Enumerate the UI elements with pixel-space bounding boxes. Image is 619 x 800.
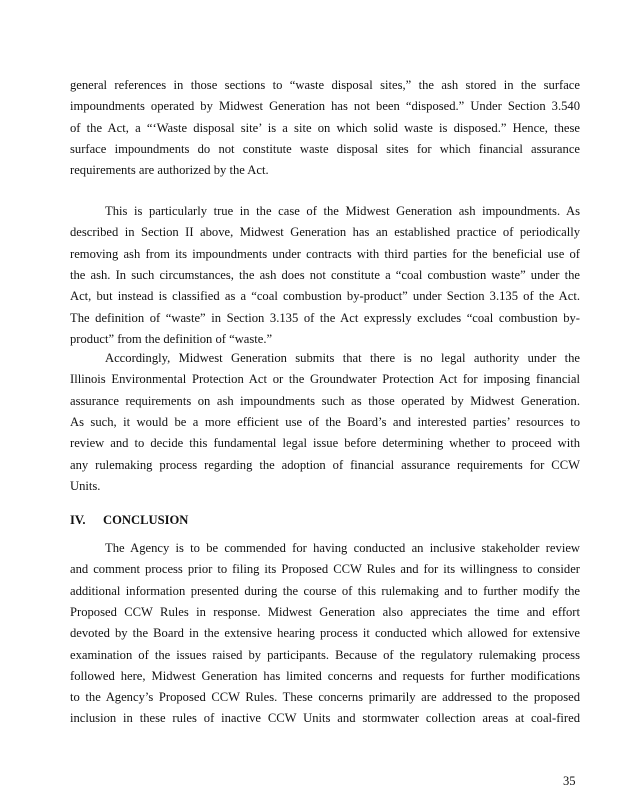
paragraph-1-line: requirements are authorized by the Act. xyxy=(70,163,269,178)
section-number: IV. xyxy=(70,513,86,527)
paragraph-1-line: of the Act, a “‘Waste disposal site’ is a site on which solid waste is disposed.” Hence, these xyxy=(70,120,580,135)
paragraph-2-line: removing ash from its impoundments under contracts with third parties for the beneficial use of xyxy=(70,246,580,261)
paragraph-4-line: inclusion in these rules of inactive CCW Units and stormwater collection areas at coal-fired xyxy=(70,711,580,726)
paragraph-2-line: the ash. In such circumstances, the ash does not constitute a “coal combustion waste” under the xyxy=(70,267,580,282)
paragraph-4-line: to the Agency’s Proposed CCW Rules. These concerns primarily are addressed to the proposed xyxy=(70,690,580,705)
paragraph-4-line: and comment process prior to filing its Proposed CCW Rules and for its willingness to consider xyxy=(70,562,580,577)
paragraph-2-line: Act, but instead is classified as a “coal combustion by-product” under Section 3.135 of the Act. xyxy=(70,289,580,304)
paragraph-3-line: Illinois Environmental Protection Act or the Groundwater Protection Act for imposing financial xyxy=(70,372,580,387)
paragraph-2-line: described in Section II above, Midwest Generation has an established practice of periodically xyxy=(70,225,580,240)
paragraph-2-line: The definition of “waste” in Section 3.135 of the Act expressly excludes “coal combustion by- xyxy=(70,310,580,325)
paragraph-1-line: general references in those sections to “waste disposal sites,” the ash stored in the surface xyxy=(70,78,580,92)
paragraph-4-line: devoted by the Board in the extensive hearing process it conducted which allowed for extensive xyxy=(70,626,580,641)
paragraph-3-line: As such, it would be a more efficient use of the Board’s and interested parties’ resources to xyxy=(70,414,580,429)
paragraph-4-line: additional information presented during the course of this rulemaking and to further modify the xyxy=(70,583,580,598)
section-title: CONCLUSION xyxy=(103,513,189,527)
paragraph-3-line: any rulemaking process regarding the adoption of financial assurance requirements for CCW xyxy=(70,457,580,472)
paragraph-4-line: followed here, Midwest Generation has limited concerns and requests for further modifications xyxy=(70,668,580,683)
paragraph-2-line: This is particularly true in the case of the Midwest Generation ash impoundments. As xyxy=(105,204,580,218)
paragraph-4-line: The Agency is to be commended for having conducted an inclusive stakeholder review xyxy=(105,541,580,555)
paragraph-4-line: examination of the issues raised by participants. Because of the regulatory rulemaking process xyxy=(70,647,580,662)
paragraph-3-line: assurance requirements on ash impoundments such as those operated by Midwest Generation. xyxy=(70,393,580,408)
paragraph-1-line: impoundments operated by Midwest Generation has not been “disposed.” Under Section 3.540 xyxy=(70,99,580,114)
paragraph-2-line: product” from the definition of “waste.” xyxy=(70,331,273,346)
paragraph-3-line: Units. xyxy=(70,478,101,493)
paragraph-3-line: review and to decide this fundamental legal issue before determining whether to proceed with xyxy=(70,436,580,451)
page-number: 35 xyxy=(563,774,576,788)
paragraph-1-line: surface impoundments do not constitute waste disposal sites for which financial assurance xyxy=(70,141,580,156)
paragraph-3-line: Accordingly, Midwest Generation submits that there is no legal authority under the xyxy=(105,351,580,365)
paragraph-4-line: Proposed CCW Rules in response. Midwest Generation also appreciates the time and effort xyxy=(70,604,580,619)
